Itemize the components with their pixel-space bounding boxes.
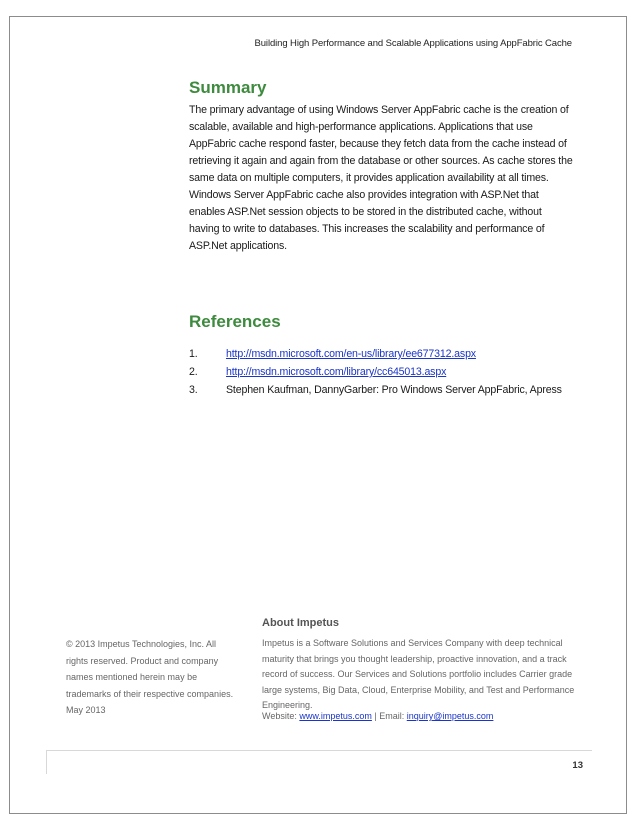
summary-paragraph: The primary advantage of using Windows Server AppFabric cache is the creation of scalable, available and high-performance applications. Applications that use AppFabric cache respond faster, because they fetch data from the cache instead of retrieving it again and again from the database or other sources. As cache stores the same data on multiple computers, it provides application availability at all times. Windows Server AppFabric cache also provides integration with ASP.Net that enables ASP.Net session objects to be stored in the distributed cache, without having to write to databases. This increases the scalability and performance of ASP.Net applications. bbox=[189, 104, 573, 252]
summary-heading: Summary bbox=[189, 78, 267, 97]
footer-rule bbox=[46, 750, 592, 751]
website-label: Website: bbox=[262, 711, 300, 721]
reference-number: 1. bbox=[189, 348, 198, 360]
references-list bbox=[189, 345, 589, 399]
reference-text-3: Stephen Kaufman, DannyGarber: Pro Windows Server AppFabric, Apress bbox=[226, 384, 562, 396]
reference-link-2[interactable]: http://msdn.microsoft.com/library/cc645013.aspx bbox=[226, 366, 447, 378]
website-link[interactable]: www.impetus.com bbox=[299, 711, 372, 721]
contact-line bbox=[262, 711, 493, 721]
reference-item bbox=[189, 363, 589, 381]
reference-link-1[interactable]: http://msdn.microsoft.com/en-us/library/ee677312.aspx bbox=[226, 348, 476, 360]
reference-item bbox=[189, 381, 589, 399]
reference-number: 3. bbox=[189, 384, 198, 396]
footer-side-rule bbox=[46, 750, 47, 774]
page-number: 13 bbox=[572, 760, 583, 771]
running-header: Building High Performance and Scalable Applications using AppFabric Cache bbox=[254, 38, 572, 49]
about-heading: About Impetus bbox=[262, 617, 339, 629]
references-heading: References bbox=[189, 312, 281, 331]
reference-item bbox=[189, 345, 589, 363]
contact-separator: | Email: bbox=[371, 711, 407, 721]
email-link[interactable]: inquiry@impetus.com bbox=[406, 711, 494, 721]
reference-number: 2. bbox=[189, 366, 198, 378]
about-paragraph: Impetus is a Software Solutions and Services Company with deep technical maturity that brings you thought leadership, proactive innovation, and a track record of success. Our Services and Solutions portfolio includes Carrier grade large systems, Big Data, Cloud, Enterprise Mobility, and Test and Performance Engineering. bbox=[262, 638, 575, 710]
copyright-notice: © 2013 Impetus Technologies, Inc. All rights reserved. Product and company names mentioned herein may be trademarks of their respective companies. May 2013 bbox=[66, 639, 234, 715]
